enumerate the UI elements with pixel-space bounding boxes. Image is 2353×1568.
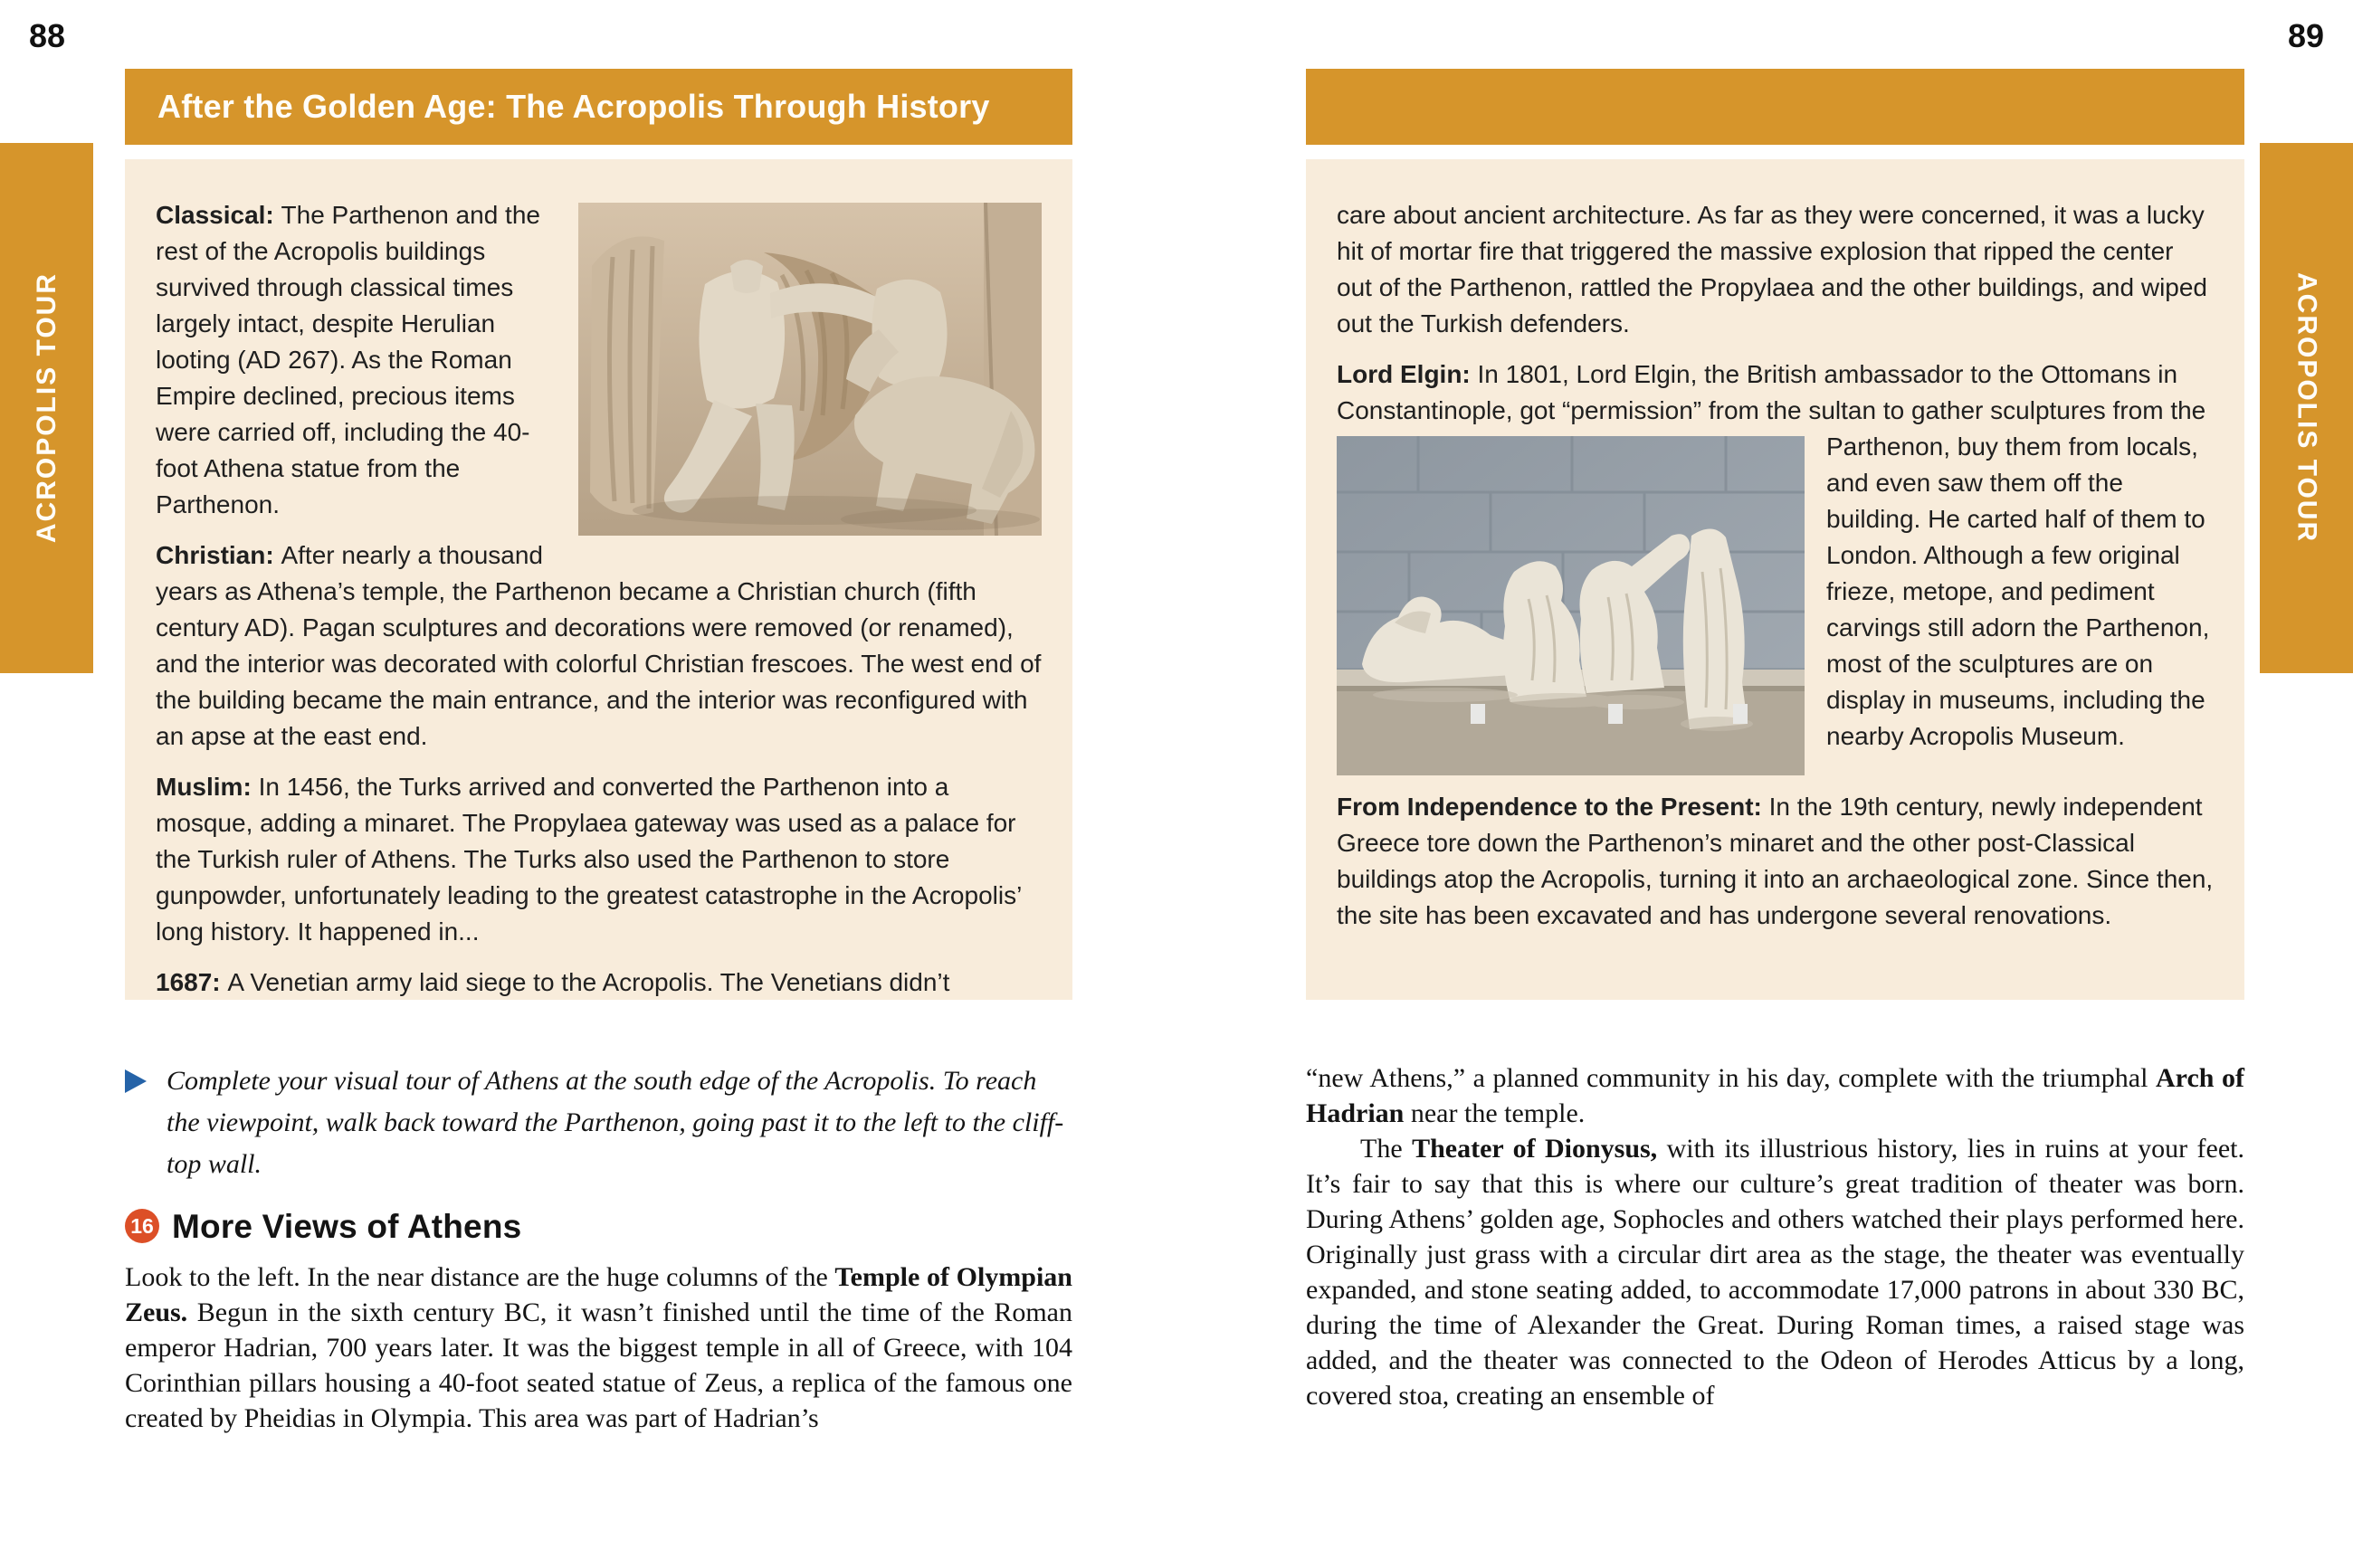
- body-paragraph-dionysus: The Theater of Dionysus, with its illustrious history, lies in ruins at your feet. It’s fair to say that this is where our culture’s great tradition of theater was born. During Athens’ golden age, Sophocles and others watched their plays performed here. Originally just grass with a circular dirt area as the stage, the theater was eventually expanded, and stone seating added, to accommodate 17,000 patrons in about 330 BC, during the time of Alexander the Great. During Roman times, a raised stage was added, and the theater was connected to the Odeon of Herodes Atticus by a long, covered stoa, creating an ensemble of: [1306, 1134, 2244, 1411]
- paragraph-lord-elgin: [1337, 356, 2214, 755]
- box-title: After the Golden Age: The Acropolis Through History: [157, 88, 990, 125]
- paragraph-continuation: [1337, 197, 2214, 342]
- paragraph-continuation-text: care about ancient architecture. As far as they were concerned, it was a lucky hit of mortar fire that triggered the massive explosion that ripped the center out of the Parthenon, rattled the Propylaea and the other buildings, and wiped out the Turkish defenders.: [1337, 201, 2208, 337]
- section-heading-text: More Views of Athens: [172, 1207, 522, 1245]
- history-box-left: [125, 159, 1072, 1000]
- paragraph-independence: [1337, 789, 2214, 934]
- paragraph-lord-elgin-rest: sculptures from the Parthenon, buy them from locals, and even saw them off the building. He carted half of them to London. Although a few original frieze, metope, and pediment carvings still adorn the Parthenon, most of the sculptures are on display in museums, including the nearby Acropolis Museum.: [1826, 396, 2210, 750]
- history-box-right: [1306, 159, 2244, 1000]
- section-heading: [125, 1209, 521, 1243]
- triangle-bullet-icon: [125, 1069, 147, 1093]
- sidebar-tab-left: [0, 143, 93, 673]
- paragraph-independence-text: From Independence to the Present: In the 19th century, newly independent Greece tore down the Parthenon’s minaret and the other post-Classical buildings atop the Acropolis, turning it into an archaeological zone. Since then, the site has been excavated and has undergone several renovations.: [1337, 793, 2214, 929]
- stop-number-badge: 16: [125, 1209, 159, 1243]
- body-paragraph-zeus: Look to the left. In the near distance are the huge columns of the Temple of Olympian Zeus. Begun in the sixth century BC, it wasn’t finished until the time of the Roman emperor Hadrian, 700 years later. It was the biggest temple in all of Greece, with 104 Corinthian pillars housing a 40-foot seated statue of Zeus, a replica of the famous one created by Pheidias in Olympia. This area was part of Hadrian’s: [125, 1262, 1072, 1433]
- metope-photo: [578, 203, 1042, 536]
- sidebar-tab-right: [2260, 143, 2353, 673]
- body-column-left: [125, 1259, 1072, 1436]
- paragraph-christian-text: Christian: After nearly a thousand years as Athena’s temple, the Parthenon became a Christian church (fifth century AD). Pagan sculptures and decorations were removed (or renamed), and the interior was decorated with colorful Christian frescoes. The west end of the building became the main entrance, and the interior was reconfigured with an apse at the east end.: [156, 541, 1042, 750]
- sidebar-tab-left-label: ACROPOLIS TOUR: [31, 272, 62, 544]
- body-paragraph-hadrian: “new Athens,” a planned community in his day, complete with the triumphal Arch of Hadrian near the temple.: [1306, 1063, 2244, 1128]
- walking-direction-text: Complete your visual tour of Athens at the south edge of the Acropolis. To reach the viewpoint, walk back toward the Parthenon, going past it to the left to the cliff-top wall.: [167, 1066, 1064, 1179]
- body-column-right: [1306, 1060, 2244, 1413]
- paragraph-classical-text: Classical: The Parthenon and the rest of the Acropolis buildings survived through classical times largely intact, despite Herulian looting (AD 267). As the Roman Empire declined, precious items were carried off, including the 40-foot Athena statue from the Parthenon.: [156, 201, 540, 518]
- paragraph-1687: [156, 965, 1042, 1001]
- box-title-bar-left: [125, 69, 1072, 145]
- paragraph-1687-text: 1687: A Venetian army laid siege to the Acropolis. The Venetians didn’t: [156, 968, 950, 996]
- elgin-marbles-photo: [1337, 436, 1805, 775]
- paragraph-christian: [156, 537, 1042, 755]
- paragraph-classical: [156, 197, 1042, 523]
- sidebar-tab-right-label: ACROPOLIS TOUR: [2291, 272, 2322, 544]
- page-number-right: 89: [2287, 17, 2324, 54]
- box-title-bar-right: [1306, 69, 2244, 145]
- walking-direction-note: [125, 1060, 1072, 1185]
- paragraph-muslim: [156, 769, 1042, 950]
- paragraph-muslim-text: Muslim: In 1456, the Turks arrived and converted the Parthenon into a mosque, adding a minaret. The Propylaea gateway was used as a palace for the Turkish ruler of Athens. The Turks also used the Parthenon to store gunpowder, unfortunately leading to the greatest catastrophe in the Acropolis’ long history. It happened in...: [156, 773, 1022, 946]
- page-number-left: 88: [29, 17, 66, 54]
- paragraph-lord-elgin-lead: Lord Elgin: In 1801, Lord Elgin, the British ambassador to the Ottomans in Constantinople, got “permission” from the sultan to gather: [1337, 360, 2178, 424]
